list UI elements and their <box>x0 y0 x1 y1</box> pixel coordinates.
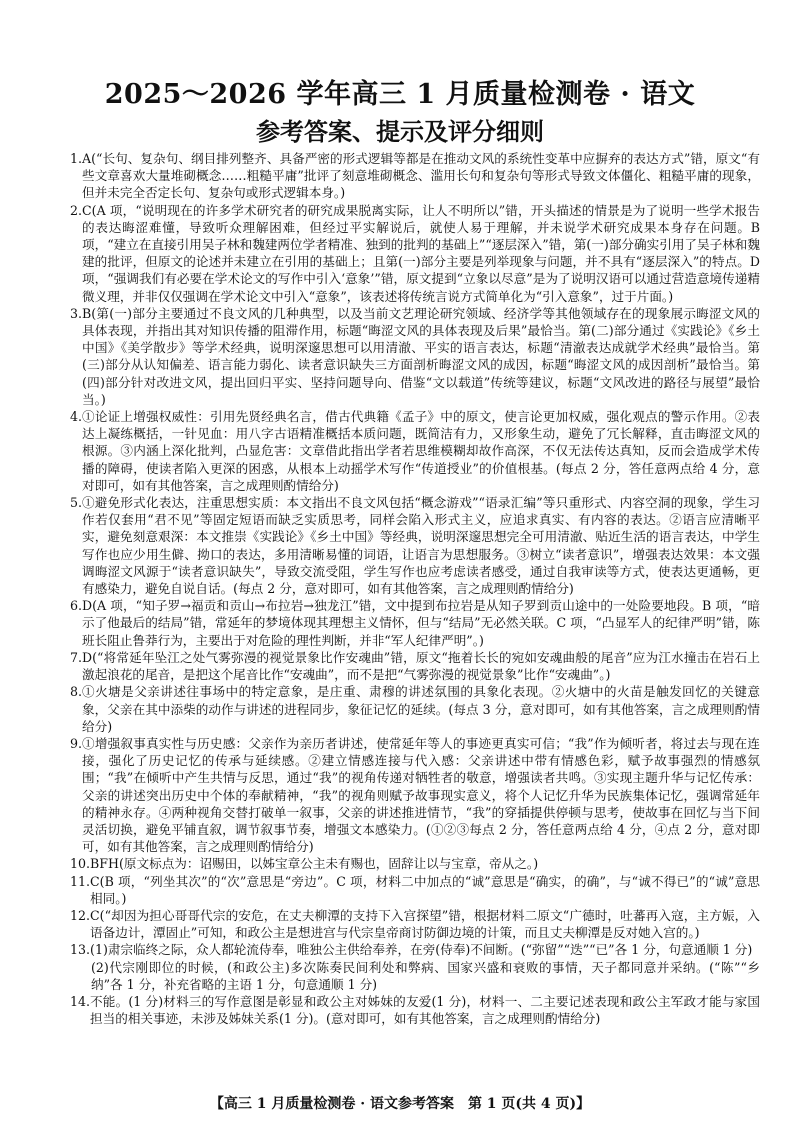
page-subtitle: 参考答案、提示及评分细则 <box>256 117 544 146</box>
answer-text: ①避免形式化表达，注重思想实质：本文指出不良文风包括“概念游戏”“语录汇编”等只重形式、内容空洞的现象，学生习作若仅套用“君不见”等固定短语而缺乏实质思考，同样会陷入形式主义，应追求真实、有内容的表达。②语言应清晰平实，避免刻意艰深：本文推崇《实践论》《乡土中国》等经典，说明深邃思想完全可用清澈、贴近生活的语言表达，中学生写作也应少用生僻、拗口的表达，多用清晰易懂的词语，让语言为思想服务。③树立“读者意识”，增强表达效果：本文强调晦涩文风源于“读者意识缺失”，导致交流受阻，学生写作也应考虑读者感受，通过自我审读等方式，使表达更通畅，更有感染力，避免自说自话。(每点 2 分，意对即可，如有其他答案，言之成理则酌情给分) <box>82 495 760 597</box>
answer-number: 11. <box>70 873 91 889</box>
answer-text: BFH(原文标点为：诏赐田，以姊宝章公主未有赐也，固辞让以与宝章，帝从之。) <box>90 856 539 872</box>
answer-item-7 <box>70 649 760 683</box>
answer-text: ①论证上增强权威性：引用先贤经典名言，借古代典籍《孟子》中的原文，使言论更加权威，强化观点的警示作用。②表达上凝练概括，一针见血：用八字古语精准概括本质问题，既简洁有力，又形象生动，避免了冗长解释，直击晦涩文风的根源。③内涵上深化批判，凸显危害：文章借此指出学者若思维模糊却故作高深，不仅无法传达真知，反而会造成学术传播的障碍，使读者陷入更深的困惑，从根本上动摇学术写作“传道授业”的价值根基。(每点 2 分，答任意两点给 4 分，意对即可，如有其他答案，言之成理则酌情给分) <box>82 409 760 493</box>
answer-item-3 <box>70 305 760 408</box>
answer-text: ①增强叙事真实性与历史感：父亲作为亲历者讲述，使常延年等人的事迹更真实可信；“我”作为倾听者，将过去与现在连接，强化了历史记忆的传承与延续感。②建立情感连接与代入感：父亲讲述中带有情感色彩，赋予故事强烈的情感氛围；“我”在倾听中产生共情与反思，通过“我”的视角传递对牺牲者的敬意，增强读者共鸣。③实现主题升华与记忆传承：父亲的讲述突出历史中个体的奉献精神，“我”的视角则赋予故事现实意义，将个人记忆升华为民族集体记忆，强调常延年的精神永存。④两种视角交替打破单一叙事，父亲的讲述推进情节，“我”的穿插提供停顿与思考，使故事在回忆与当下间灵活切换，避免平铺直叙，调节叙事节奏，增强文本感染力。(①②③每点 2 分，答任意两点给 4 分，④点 2 分，意对即可，如有其他答案，言之成理则酌情给分) <box>82 735 760 855</box>
answer-number: 5. <box>70 495 83 511</box>
page-title: 2025～2026 学年高三 1 月质量检测卷 · 语文 <box>104 79 696 110</box>
answer-item-4 <box>70 408 760 494</box>
answer-number: 14. <box>70 993 91 1009</box>
answer-number: 2. <box>70 202 83 218</box>
answer-number: 9. <box>70 735 83 751</box>
answer-number: 10. <box>70 856 91 872</box>
answer-item-12 <box>70 907 760 941</box>
answer-text: (1)肃宗临终之际，众人都轮流侍奉，唯独公主供给奉养，在旁(侍奉)不间断。(“弥留”“迭”“已”各 1 分，句意通顺 1 分) <box>90 942 753 958</box>
answer-item-6 <box>70 597 760 649</box>
answer-number: 12. <box>70 907 91 923</box>
answer-number: 8. <box>70 684 83 700</box>
answer-text: A(“长句、复杂句、纲目排列整齐、具备严密的形式逻辑等都是在推动文风的系统性变革中应摒弃的表达方式”错，原文“有些文章喜欢大量堆砌概念……粗糙平庸”批评了刻意堆砌概念、滥用长句和复杂句等形式导致文体僵化、粗糙平庸的现象，但并未完全否定长句、复杂句或形式逻辑本身。) <box>82 151 760 201</box>
answer-text: D(“将常延年坠江之处气雾弥漫的视觉景象比作安魂曲”错，原文“拖着长长的宛如安魂曲般的尾音”应为江水撞击在岩石上激起浪花的尾音，是把这个尾音比作“安魂曲”，而不是把“气雾弥漫的视觉景象”比作“安魂曲”。) <box>82 649 760 683</box>
answer-text: D(A 项，“知子罗→福贡和贡山→布拉岩→独龙江”错，文中提到布拉岩是从知子罗到贡山途中的一处险要地段。B 项，“暗示了他最后的结局”错，常延年的梦境体现其理想主义情怀，但与“结局”无必然关联。C 项，“凸显军人的纪律严明”错，陈班长阻止鲁莽行为，主要出于对危险的理性判断，并非“军人纪律严明”。) <box>82 598 760 648</box>
answer-item-13-2 <box>70 959 760 993</box>
answer-text: C(B 项，“列坐其次”的“次”意思是“旁边”。C 项，材料二中加点的“诚”意思是“确实，的确”，与“诚不得已”的“诚”意思相同。) <box>90 873 760 906</box>
answer-item-10 <box>70 855 760 872</box>
answer-item-9 <box>70 735 760 855</box>
answer-number: 1. <box>70 151 83 166</box>
answer-text: C(A 项，“说明现在的许多学术研究者的研究成果脱离实际，让人不明所以”错，开头描述的情景是为了说明一些学术报告的表达晦涩难懂，导致听众理解困难，但经过平实解说后，就使人易于理解，并未说学术研究成果本身存在问题。B 项，“建立在直接引用吴子林和魏建两位学者精准、独到的批判的基础上”“逐层深入”错，第(一)部分确实引用了吴子林和魏建的批评，但原文的论述并未建立在引用的基础上；且第(一)部分主要是列举现象与问题，并不具有“逐层深入”的特点。D 项，“强调我们有必要在学术论文的写作中引入‘意象’”错，原文提到“立象以尽意”是为了说明汉语可以通过营造意境传递精微义理，并非仅仅强调在学术论文中引入“意象”，该表述将传统言说方式简单化为“引入意象”，过于片面。) <box>82 202 760 304</box>
answer-number: 6. <box>70 598 83 614</box>
answer-item-14 <box>70 993 760 1027</box>
answer-list <box>70 150 760 1027</box>
answer-text: (2)代宗刚即位的时候，(和政公主)多次陈奏民间利处和弊病、国家兴盛和衰败的事情，天子都同意并采纳。(“陈”“乡纳”各 1 分，补充省略的主语 1 分，句意通顺 1 分) <box>91 959 760 992</box>
answer-text: C(“却因为担心哥哥代宗的安危，在丈夫柳潭的支持下入宫探望”错，根据材料二原文“广德时，吐蕃再入寇，主方娠，入语备边计，潭固止”可知，和政公主是想进宫与代宗皇帝商讨防御边境的计策，而且丈夫柳潭是反对她入宫的。) <box>90 907 760 941</box>
answer-item-11 <box>70 873 760 907</box>
answer-number: 13. <box>70 942 91 958</box>
answer-item-1 <box>70 150 760 202</box>
answer-item-2 <box>70 202 760 305</box>
answer-text: B(第(一)部分主要通过不良文风的几种典型，以及当前文艺理论研究领域、经济学等其他领域存在的现象展示晦涩文风的具体表现，并指出其对知识传播的阻滞作用，标题“晦涩文风的具体表现及后果”最恰当。第(二)部分通过《实践论》《乡土中国》《美学散步》等学术经典，说明深邃思想可以用清澈、平实的语言表达，标题“清澈表达成就学术经典”最恰当。第(三)部分从认知偏差、语言能力弱化、读者意识缺失三方面剖析晦涩文风的成因，标题“晦涩文风的成因剖析”最恰当。第(四)部分针对改进文风，提出回归平实、坚持问题导向、借鉴“文以载道”传统等建议，标题“文风改进的路径与展望”最恰当。) <box>82 305 760 407</box>
answer-number: 3. <box>70 305 83 321</box>
answer-number: 7. <box>70 649 83 665</box>
answer-item-5 <box>70 494 760 597</box>
answer-item-13-1 <box>70 941 760 958</box>
page-footer: 【高三 1 月质量检测卷 · 语文参考答案 第 1 页(共 4 页)】 <box>209 1096 591 1112</box>
answer-text: ①火塘是父亲讲述往事场中的特定意象，是庄重、肃穆的讲述氛围的具象化表现。②火塘中的火苗是触发回忆的关键意象，父亲在其中添柴的动作与讲述的进程同步，象征记忆的延续。(每点 3 分，意对即可，如有其他答案，言之成理则酌情给分) <box>82 684 760 734</box>
answer-text: 不能。(1 分)材料三的写作意图是彰显和政公主对姊妹的友爱(1 分)，材料一、二主要记述表现和政公主军政才能与家国担当的相关事迹，未涉及姊妹关系(1 分)。(意对即可，如有其他答案，言之成理则酌情给分) <box>90 993 760 1027</box>
answer-number: 4. <box>70 409 83 425</box>
answer-item-8 <box>70 683 760 735</box>
